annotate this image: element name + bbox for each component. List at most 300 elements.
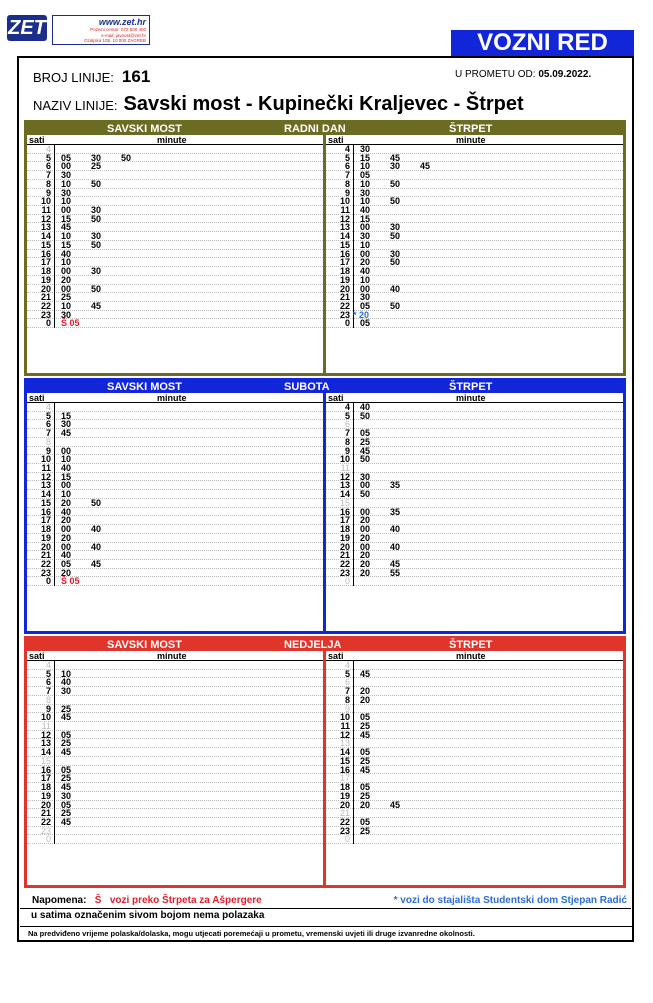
hour-divider bbox=[353, 713, 354, 722]
hour-divider bbox=[353, 525, 354, 534]
hour-cell: 13 bbox=[339, 738, 350, 749]
hour-divider bbox=[54, 171, 55, 180]
hour-row bbox=[326, 560, 623, 569]
hour-divider bbox=[54, 661, 55, 670]
hour-header: sati bbox=[328, 393, 344, 403]
departure-minute: 30 bbox=[390, 161, 401, 172]
departure-minute: 15 bbox=[61, 213, 72, 224]
hour-divider bbox=[353, 577, 354, 586]
destination-column bbox=[326, 651, 623, 885]
departure-minute: 50 bbox=[121, 152, 132, 163]
note-row bbox=[20, 893, 631, 909]
hour-header: sati bbox=[29, 393, 45, 403]
departure-minute: 00 bbox=[61, 445, 72, 456]
hour-cell: 8 bbox=[344, 694, 350, 705]
hour-cell: 22 bbox=[40, 558, 51, 569]
departure-minute: 50 bbox=[91, 178, 102, 189]
hour-row bbox=[326, 285, 623, 294]
hour-cell: 15 bbox=[40, 755, 51, 766]
hour-row bbox=[326, 319, 623, 328]
logo-contact bbox=[52, 15, 150, 45]
hour-row bbox=[326, 731, 623, 740]
hour-row bbox=[27, 232, 323, 241]
hour-cell: 8 bbox=[45, 436, 51, 447]
departure-minute: 25 bbox=[360, 755, 371, 766]
hour-cell: 15 bbox=[339, 497, 350, 508]
hour-cell: 23 bbox=[40, 825, 51, 836]
hour-divider bbox=[54, 551, 55, 560]
hour-row bbox=[27, 534, 323, 543]
departure-minute: 50 bbox=[390, 257, 401, 268]
departure-minute: 25 bbox=[91, 161, 102, 172]
hour-divider bbox=[54, 481, 55, 490]
hour-row bbox=[326, 516, 623, 525]
departure-minute: 25 bbox=[360, 825, 371, 836]
departure-minute: 20 bbox=[360, 257, 371, 268]
hour-cell: 4 bbox=[344, 660, 350, 670]
hour-row bbox=[326, 722, 623, 731]
hour-divider bbox=[353, 490, 354, 499]
hour-cell: 13 bbox=[40, 480, 51, 491]
hour-row bbox=[27, 827, 323, 836]
hour-row bbox=[326, 757, 623, 766]
hour-row bbox=[326, 473, 623, 482]
hour-row bbox=[27, 490, 323, 499]
hour-divider bbox=[353, 258, 354, 267]
hour-divider bbox=[353, 766, 354, 775]
hour-cell: 4 bbox=[45, 144, 51, 154]
hour-cell: 9 bbox=[344, 703, 350, 714]
hour-cell: 6 bbox=[45, 419, 51, 430]
departure-minute: 10 bbox=[61, 231, 72, 242]
hour-row bbox=[27, 516, 323, 525]
departure-minute: 10 bbox=[61, 196, 72, 207]
departure-minute: 50 bbox=[390, 231, 401, 242]
hour-divider bbox=[54, 827, 55, 836]
hour-row bbox=[27, 757, 323, 766]
departure-minute: 35 bbox=[390, 480, 401, 491]
hour-cell: 17 bbox=[40, 773, 51, 784]
hour-row bbox=[326, 276, 623, 285]
departure-minute: 30 bbox=[360, 187, 371, 198]
hour-cell: 22 bbox=[339, 816, 350, 827]
section-0 bbox=[24, 120, 626, 376]
hour-row bbox=[326, 792, 623, 801]
hour-divider bbox=[54, 766, 55, 775]
hour-divider bbox=[54, 687, 55, 696]
day-title: NEDJELJA bbox=[284, 639, 342, 651]
hour-row bbox=[326, 481, 623, 490]
hour-row bbox=[27, 543, 323, 552]
departure-minute: 05 bbox=[61, 152, 72, 163]
column-header bbox=[27, 135, 323, 145]
hour-row bbox=[326, 687, 623, 696]
hour-divider bbox=[353, 154, 354, 163]
departure-minute: 30 bbox=[360, 471, 371, 482]
hour-cell: 21 bbox=[339, 808, 350, 819]
hour-divider bbox=[353, 293, 354, 302]
departure-minute: 30 bbox=[61, 790, 72, 801]
hour-row bbox=[27, 455, 323, 464]
note-label: Napomena: bbox=[32, 895, 87, 906]
hour-row bbox=[326, 258, 623, 267]
hour-divider bbox=[353, 739, 354, 748]
departure-minute: 20 bbox=[360, 686, 371, 697]
hour-divider bbox=[54, 438, 55, 447]
hour-row bbox=[27, 258, 323, 267]
departure-minute: 55 bbox=[390, 567, 401, 578]
hour-divider bbox=[353, 757, 354, 766]
hour-row bbox=[326, 525, 623, 534]
hour-row bbox=[326, 499, 623, 508]
hour-row bbox=[326, 766, 623, 775]
hour-divider bbox=[353, 162, 354, 171]
departure-minute: 00 bbox=[61, 283, 72, 294]
departure-minute: 25 bbox=[61, 773, 72, 784]
hour-row bbox=[326, 551, 623, 560]
hour-row bbox=[326, 223, 623, 232]
departure-minute: 00 bbox=[61, 541, 72, 552]
departure-minute: 20 bbox=[61, 532, 72, 543]
hour-cell: 20 bbox=[339, 799, 350, 810]
hour-cell: 18 bbox=[40, 782, 51, 793]
hour-row bbox=[27, 696, 323, 705]
departure-minute: 30 bbox=[61, 170, 72, 181]
hour-divider bbox=[54, 145, 55, 154]
hour-cell: 8 bbox=[45, 694, 51, 705]
disclaimer: Na predviđeno vrijeme polaska/dolaska, mogu utjecati poremećaji u prometu, vremenski uvjeti ili druge izvanredne okolnosti. bbox=[20, 926, 634, 941]
hour-cell: 23 bbox=[339, 309, 350, 320]
hour-divider bbox=[54, 223, 55, 232]
minute-header: minute bbox=[157, 651, 187, 661]
hour-cell: 4 bbox=[344, 402, 350, 412]
hour-row bbox=[326, 241, 623, 250]
hour-divider bbox=[353, 145, 354, 154]
hour-cell: 12 bbox=[339, 729, 350, 740]
hour-row bbox=[27, 766, 323, 775]
hour-cell: 6 bbox=[344, 677, 350, 688]
hour-cell: 10 bbox=[339, 454, 350, 465]
departure-minute: * 20 bbox=[353, 309, 370, 320]
hour-divider bbox=[54, 180, 55, 189]
hour-cell: 22 bbox=[339, 558, 350, 569]
minute-header: minute bbox=[157, 135, 187, 145]
hour-divider bbox=[54, 835, 55, 844]
origin-title: SAVSKI MOST bbox=[107, 123, 182, 135]
departure-minute: 30 bbox=[360, 231, 371, 242]
hour-divider bbox=[353, 429, 354, 438]
hour-cell: 22 bbox=[40, 300, 51, 311]
hour-row bbox=[326, 569, 623, 578]
line-number-row bbox=[33, 67, 150, 87]
departure-minute: 45 bbox=[360, 668, 371, 679]
departure-minute: 30 bbox=[390, 222, 401, 233]
hour-divider bbox=[54, 215, 55, 224]
departure-minute: 00 bbox=[360, 541, 371, 552]
hour-row bbox=[326, 696, 623, 705]
departure-minute: 25 bbox=[360, 721, 371, 732]
hour-cell: 6 bbox=[45, 161, 51, 172]
hour-row bbox=[326, 835, 623, 844]
origin-column bbox=[27, 651, 323, 885]
hour-divider bbox=[54, 285, 55, 294]
departure-minute: 10 bbox=[61, 178, 72, 189]
hour-row bbox=[326, 577, 623, 586]
hour-row bbox=[27, 577, 323, 586]
origin-title: SAVSKI MOST bbox=[107, 381, 182, 393]
departure-minute: 00 bbox=[360, 480, 371, 491]
hour-divider bbox=[54, 206, 55, 215]
hour-cell: 16 bbox=[339, 506, 350, 517]
hour-row bbox=[27, 276, 323, 285]
hour-divider bbox=[54, 455, 55, 464]
hour-cell: 7 bbox=[45, 686, 51, 697]
hour-row bbox=[326, 748, 623, 757]
departure-minute: 00 bbox=[61, 524, 72, 535]
hour-divider bbox=[54, 311, 55, 320]
hour-row bbox=[27, 285, 323, 294]
departure-minute: 45 bbox=[61, 816, 72, 827]
hour-divider bbox=[54, 516, 55, 525]
departure-minute: 30 bbox=[390, 248, 401, 259]
hour-divider bbox=[54, 447, 55, 456]
hour-cell: 7 bbox=[45, 428, 51, 439]
hour-cell: 17 bbox=[339, 257, 350, 268]
departure-minute: 05 bbox=[360, 170, 371, 181]
hour-row bbox=[326, 809, 623, 818]
hour-cell: 22 bbox=[40, 816, 51, 827]
hour-row bbox=[326, 739, 623, 748]
hour-cell: 9 bbox=[344, 187, 350, 198]
hour-row bbox=[326, 180, 623, 189]
hour-divider bbox=[54, 276, 55, 285]
hour-divider bbox=[353, 412, 354, 421]
departure-minute: 20 bbox=[360, 694, 371, 705]
page-title: VOZNI RED bbox=[451, 30, 634, 56]
departure-minute: 50 bbox=[360, 454, 371, 465]
hour-divider bbox=[353, 551, 354, 560]
hour-divider bbox=[353, 748, 354, 757]
hour-cell: 5 bbox=[344, 410, 350, 421]
hour-cell: 11 bbox=[41, 463, 51, 474]
hour-divider bbox=[353, 197, 354, 206]
hour-row bbox=[326, 543, 623, 552]
departure-minute: 45 bbox=[61, 222, 72, 233]
hour-row bbox=[27, 302, 323, 311]
hour-row bbox=[27, 525, 323, 534]
logo-url: www.zet.hr bbox=[98, 17, 146, 27]
hour-cell: 6 bbox=[344, 161, 350, 172]
departure-minute: 10 bbox=[360, 274, 371, 285]
hour-cell: 13 bbox=[339, 222, 350, 233]
hour-cell: 12 bbox=[339, 213, 350, 224]
departure-minute: 05 bbox=[360, 300, 371, 311]
hour-row bbox=[27, 464, 323, 473]
valid-from bbox=[455, 69, 591, 80]
departure-minute: Š 05 bbox=[61, 318, 80, 329]
hour-row bbox=[27, 171, 323, 180]
hour-divider bbox=[54, 543, 55, 552]
minute-header: minute bbox=[157, 393, 187, 403]
origin-column bbox=[27, 393, 323, 631]
column-header bbox=[326, 651, 623, 661]
hour-cell: 19 bbox=[40, 274, 51, 285]
hour-divider bbox=[54, 670, 55, 679]
hour-cell: 6 bbox=[45, 677, 51, 688]
hour-row bbox=[27, 508, 323, 517]
departure-minute: 10 bbox=[61, 454, 72, 465]
hour-row bbox=[27, 678, 323, 687]
hour-cell: 19 bbox=[339, 532, 350, 543]
hour-cell: 16 bbox=[40, 506, 51, 517]
hour-cell: 0 bbox=[45, 318, 51, 329]
hour-cell: 16 bbox=[339, 764, 350, 775]
hour-divider bbox=[54, 792, 55, 801]
hour-divider bbox=[353, 722, 354, 731]
hour-row bbox=[27, 687, 323, 696]
destination-column bbox=[326, 393, 623, 631]
hour-divider bbox=[54, 429, 55, 438]
hour-cell: 18 bbox=[40, 266, 51, 277]
hour-cell: 10 bbox=[40, 712, 51, 723]
hour-cell: 19 bbox=[339, 790, 350, 801]
departure-minute: 30 bbox=[360, 144, 371, 154]
hour-cell: 21 bbox=[40, 808, 51, 819]
departure-minute: 05 bbox=[61, 799, 72, 810]
hour-row bbox=[27, 250, 323, 259]
departure-minute: 40 bbox=[61, 550, 72, 561]
hour-cell: 14 bbox=[40, 231, 51, 242]
hour-divider bbox=[54, 713, 55, 722]
hour-cell: 5 bbox=[344, 668, 350, 679]
departure-minute: 00 bbox=[61, 266, 72, 277]
hour-divider bbox=[54, 499, 55, 508]
departure-minute: 10 bbox=[360, 161, 371, 172]
hour-cell: 18 bbox=[339, 266, 350, 277]
hour-row bbox=[27, 835, 323, 844]
hour-divider bbox=[353, 499, 354, 508]
hour-row bbox=[27, 739, 323, 748]
hour-row bbox=[27, 447, 323, 456]
day-title: RADNI DAN bbox=[284, 123, 346, 135]
section-1 bbox=[24, 378, 626, 634]
hour-cell: 10 bbox=[40, 196, 51, 207]
hour-cell: 13 bbox=[40, 738, 51, 749]
hour-cell: 23 bbox=[339, 825, 350, 836]
hour-divider bbox=[353, 447, 354, 456]
hour-divider bbox=[353, 661, 354, 670]
hour-row bbox=[27, 792, 323, 801]
departure-minute: 30 bbox=[91, 152, 102, 163]
hour-divider bbox=[353, 241, 354, 250]
hour-row bbox=[326, 232, 623, 241]
hour-cell: 4 bbox=[45, 402, 51, 412]
hour-divider bbox=[54, 197, 55, 206]
hour-divider bbox=[353, 696, 354, 705]
departure-minute: 05 bbox=[61, 558, 72, 569]
departure-minute: 20 bbox=[360, 558, 371, 569]
hour-row bbox=[326, 302, 623, 311]
departure-minute: 00 bbox=[61, 205, 72, 216]
zet-logo bbox=[7, 15, 147, 55]
hour-divider bbox=[54, 473, 55, 482]
departure-minute: 05 bbox=[360, 712, 371, 723]
departure-minute: 15 bbox=[61, 239, 72, 250]
hour-row bbox=[326, 438, 623, 447]
departure-minute: 20 bbox=[61, 515, 72, 526]
departure-minute: 45 bbox=[360, 445, 371, 456]
hour-divider bbox=[54, 302, 55, 311]
hour-row bbox=[326, 801, 623, 810]
hour-cell: 19 bbox=[339, 274, 350, 285]
departure-minute: 30 bbox=[61, 686, 72, 697]
hour-divider bbox=[54, 267, 55, 276]
departure-minute: 05 bbox=[360, 747, 371, 758]
hour-divider bbox=[54, 722, 55, 731]
hour-divider bbox=[54, 154, 55, 163]
departure-minute: 00 bbox=[61, 480, 72, 491]
hour-row bbox=[326, 420, 623, 429]
hour-row bbox=[326, 311, 623, 320]
logo-phone: Pozivni centar: 072 500 400 bbox=[90, 27, 146, 32]
hour-divider bbox=[54, 739, 55, 748]
origin-title: SAVSKI MOST bbox=[107, 639, 182, 651]
hour-divider bbox=[54, 783, 55, 792]
hour-cell: 19 bbox=[40, 532, 51, 543]
hour-divider bbox=[54, 696, 55, 705]
departure-minute: 20 bbox=[61, 274, 72, 285]
hour-row bbox=[326, 206, 623, 215]
hour-divider bbox=[353, 508, 354, 517]
hour-row bbox=[326, 197, 623, 206]
hour-row bbox=[326, 154, 623, 163]
hour-cell: 20 bbox=[40, 541, 51, 552]
hour-divider bbox=[353, 285, 354, 294]
hour-divider bbox=[54, 232, 55, 241]
logo-mark: ZET bbox=[8, 17, 46, 39]
hour-row bbox=[326, 429, 623, 438]
line-number-label: BROJ LINIJE: bbox=[33, 70, 114, 85]
departure-minute: 45 bbox=[61, 712, 72, 723]
hour-cell: 7 bbox=[45, 170, 51, 181]
departure-minute: 45 bbox=[390, 152, 401, 163]
hour-cell: 17 bbox=[40, 515, 51, 526]
departure-minute: 10 bbox=[360, 239, 371, 250]
hour-cell: 14 bbox=[339, 231, 350, 242]
departure-minute: 45 bbox=[420, 161, 431, 172]
hour-divider bbox=[54, 818, 55, 827]
departure-minute: 40 bbox=[390, 524, 401, 535]
hour-row bbox=[326, 455, 623, 464]
departure-minute: 50 bbox=[91, 213, 102, 224]
hour-row bbox=[27, 473, 323, 482]
departure-minute: 40 bbox=[91, 524, 102, 535]
hour-row bbox=[27, 481, 323, 490]
hour-row bbox=[27, 818, 323, 827]
hour-cell: 20 bbox=[40, 283, 51, 294]
departure-minute: 30 bbox=[91, 205, 102, 216]
departure-minute: 45 bbox=[360, 729, 371, 740]
hour-row bbox=[27, 801, 323, 810]
hour-header: sati bbox=[29, 135, 45, 145]
departure-minute: 40 bbox=[360, 205, 371, 216]
hour-divider bbox=[353, 319, 354, 328]
hour-row bbox=[326, 783, 623, 792]
hour-row bbox=[326, 818, 623, 827]
hour-row bbox=[27, 499, 323, 508]
hour-cell: 23 bbox=[40, 567, 51, 578]
hour-cell: 17 bbox=[40, 257, 51, 268]
